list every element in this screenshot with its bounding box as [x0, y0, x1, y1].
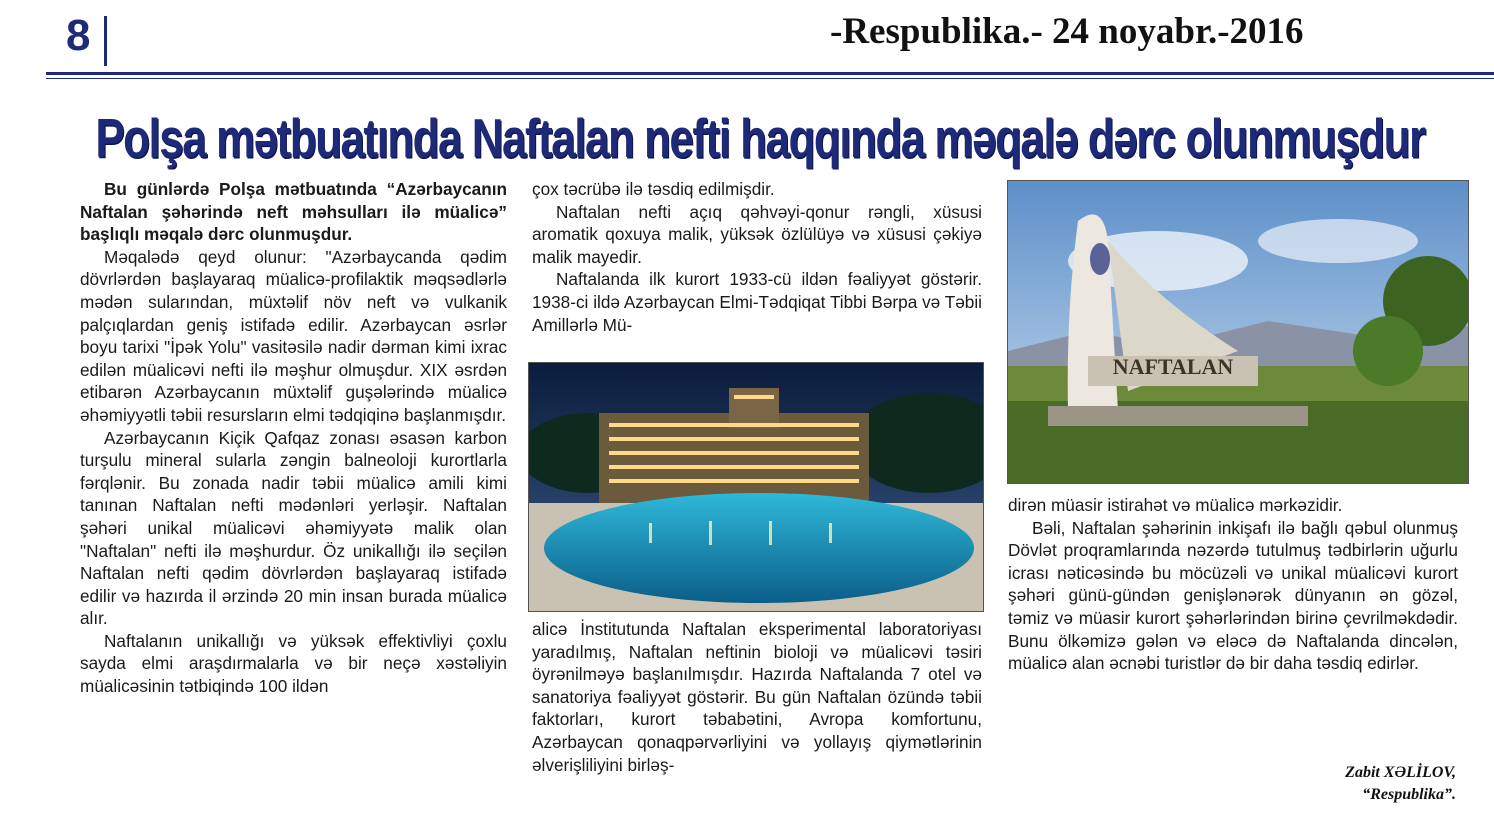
article-column-3 [1008, 494, 1458, 675]
header-rule-thin [46, 78, 1494, 79]
paragraph: Naftalanın unikallığı və yüksək effektivliyi çoxlu sayda elmi araşdırmalarla və bir neçə xəstəliyin müalicəsinin tətbiqində 100 ildən [80, 630, 507, 697]
lead-paragraph: Bu günlərdə Polşa mətbuatında “Azərbaycanın Naftalan şəhərində neft məhsulları ilə müalicə” başlıqlı məqalə dərc olunmuşdur. [80, 179, 507, 245]
headline: Polşa mətbuatında Naftalan nefti haqqında məqalə dərc olunmuşdur [95, 108, 1425, 170]
paragraph: Naftalanda ilk kurort 1933-cü ildən fəaliyyət göstərir. 1938-ci ildə Azərbaycan Elmi-Tədqiqat Tibbi Bərpa və Təbii Amillərlə Mü- [532, 269, 982, 335]
page-number-divider [104, 16, 107, 66]
paragraph: çox təcrübə ilə təsdiq edilmişdir. [532, 179, 775, 199]
byline [1345, 762, 1456, 806]
page-number: 8 [66, 11, 91, 60]
article-column-2-bottom [532, 618, 982, 776]
paragraph: Məqalədə qeyd olunur: "Azərbaycanda qədim dövrlərdən başlayaraq müalicə-profilaktik məqsədlərlə mədən sularından, müxtəlif növ neft və vulkanik palçıqlardan geniş istifadə edilir. Azərbaycan əsrlər boyu tarixi "İpək Yolu" vasitəsilə nadir dərman kimi ixrac edilən müalicəvi nefti ilə məşhur olmuşdur. XIX əsrdən etibarən Azərbaycanın müxtəlif guşələrində müalicə əhəmiyyətli təbii resursların elmi tədqiqinə başlanmışdır. [80, 246, 507, 425]
byline-source: “Respublika”. [1362, 786, 1456, 803]
header-rule [46, 72, 1494, 75]
paragraph: Azərbaycanın Kiçik Qafqaz zonası əsasən karbon turşulu mineral sularla zəngin balneoloji kurortlarla fərqlənir. Bu zonada nadir təbii müalicə amili kimi tanınan Naftalan nefti mədənləri yerləşir. Naftalan şəhəri unikal müalicəvi əhəmiyyətə malik olan "Naftalan" nefti ilə məşhurdur. Öz unikallığı ilə seçilən Naftalan nefti qədim dövrlərdən başlayaraq istifadə edilir və hazırda il ərzində 20 min insan burada müalicə alır. [80, 427, 507, 629]
hotel-pool-photo [528, 362, 984, 612]
paragraph: Naftalan nefti açıq qəhvəyi-qonur rəngli, xüsusi aromatik qoxuya malik, yüksək özlülüyə və xüsusi çəkiyə malik mayedir. [532, 201, 982, 267]
byline-author: Zabit XƏLİLOV, [1345, 764, 1456, 781]
paragraph: alicə İnstitutunda Naftalan eksperimental laboratoriyası yaradılmış, Naftalan neftinin bioloji və müalicəvi təsiri öyrənilməyə başlanılmışdır. Hazırda Naftalanda 7 otel və sanatoriya fəaliyyət göstərir. Bu gün Naftalan özündə təbii faktorları, kurort təbabətini, Avropa komfortunu, Azərbaycan qonaqpərvərliyini və yollayış qiymətlərinin əlverişliliyini birləş- [532, 619, 982, 775]
monument-sign-text: NAFTALAN [1112, 354, 1234, 379]
paragraph: Bəli, Naftalan şəhərinin inkişafı ilə bağlı qəbul olunmuş Dövlət proqramlarında nəzərdə tutulmuş tədbirlərin uğurlu icrası nəticəsində bu möcüzəli və unikal müalicəvi kurort şəhəri günü-gündən genişlənərək dünyanın ən gözəl, təmiz və müasir kurort şəhərlərindən birinə çevrilməkdədir. Bunu ölkəmizə gələn və eləcə də Naftalanda dincələn, müalicə alan əcnəbi turistlər də bir daha təsdiq edirlər. [1008, 517, 1458, 674]
article-column-2-top [532, 178, 982, 336]
naftalan-monument-photo [1007, 180, 1469, 484]
paragraph: dirən müasir istirahət və müalicə mərkəzidir. [1008, 495, 1343, 515]
article-column-1 [80, 178, 507, 698]
masthead: -Respublika.- 24 noyabr.-2016 [830, 11, 1304, 52]
